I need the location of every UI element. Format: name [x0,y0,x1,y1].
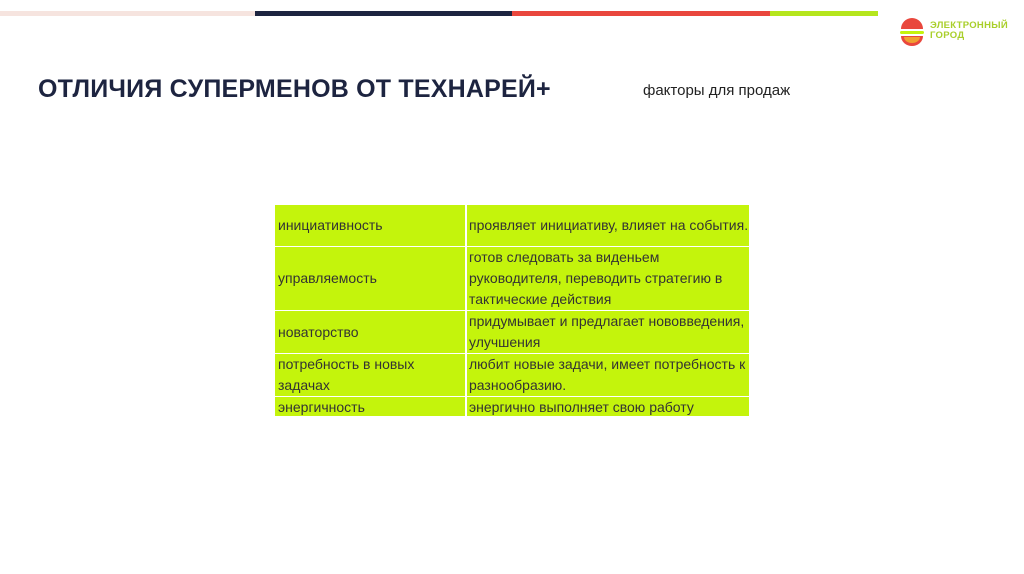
header-stripe-pink [0,11,255,16]
logo-wordmark [930,21,1008,41]
quality-cell: потребность в новых задачах [275,354,466,397]
factors-table [275,205,749,417]
table-row [275,247,749,311]
table-row [275,397,749,417]
description-cell: проявляет инициативу, влияет на события. [466,205,749,247]
quality-cell: управляемость [275,247,466,311]
description-cell: энергично выполняет свою работу [466,397,749,417]
description-cell: придумывает и предлагает нововведения, улучшения [466,311,749,354]
table-row [275,311,749,354]
header-stripe-red [512,11,770,16]
table-row [275,205,749,247]
slide-title: ОТЛИЧИЯ СУПЕРМЕНОВ ОТ ТЕХНАРЕЙ+ [38,75,551,103]
quality-cell: новаторство [275,311,466,354]
quality-cell: инициативность [275,205,466,247]
burger-logo-icon [898,15,926,49]
description-cell: готов следовать за виденьем руководителя, переводить стратегию в тактические действия [466,247,749,311]
company-logo [898,15,1018,55]
quality-cell: энергичность [275,397,466,417]
slide-subtitle: факторы для продаж [643,82,791,99]
description-cell: любит новые задачи, имеет потребность к разнообразию. [466,354,749,397]
header-stripe-navy [255,11,512,16]
logo-line-1: ЭЛЕКТРОННЫЙ [930,20,1008,31]
logo-line-2: ГОРОД [930,30,965,41]
table-row [275,354,749,397]
header-stripe-lime [770,11,878,16]
